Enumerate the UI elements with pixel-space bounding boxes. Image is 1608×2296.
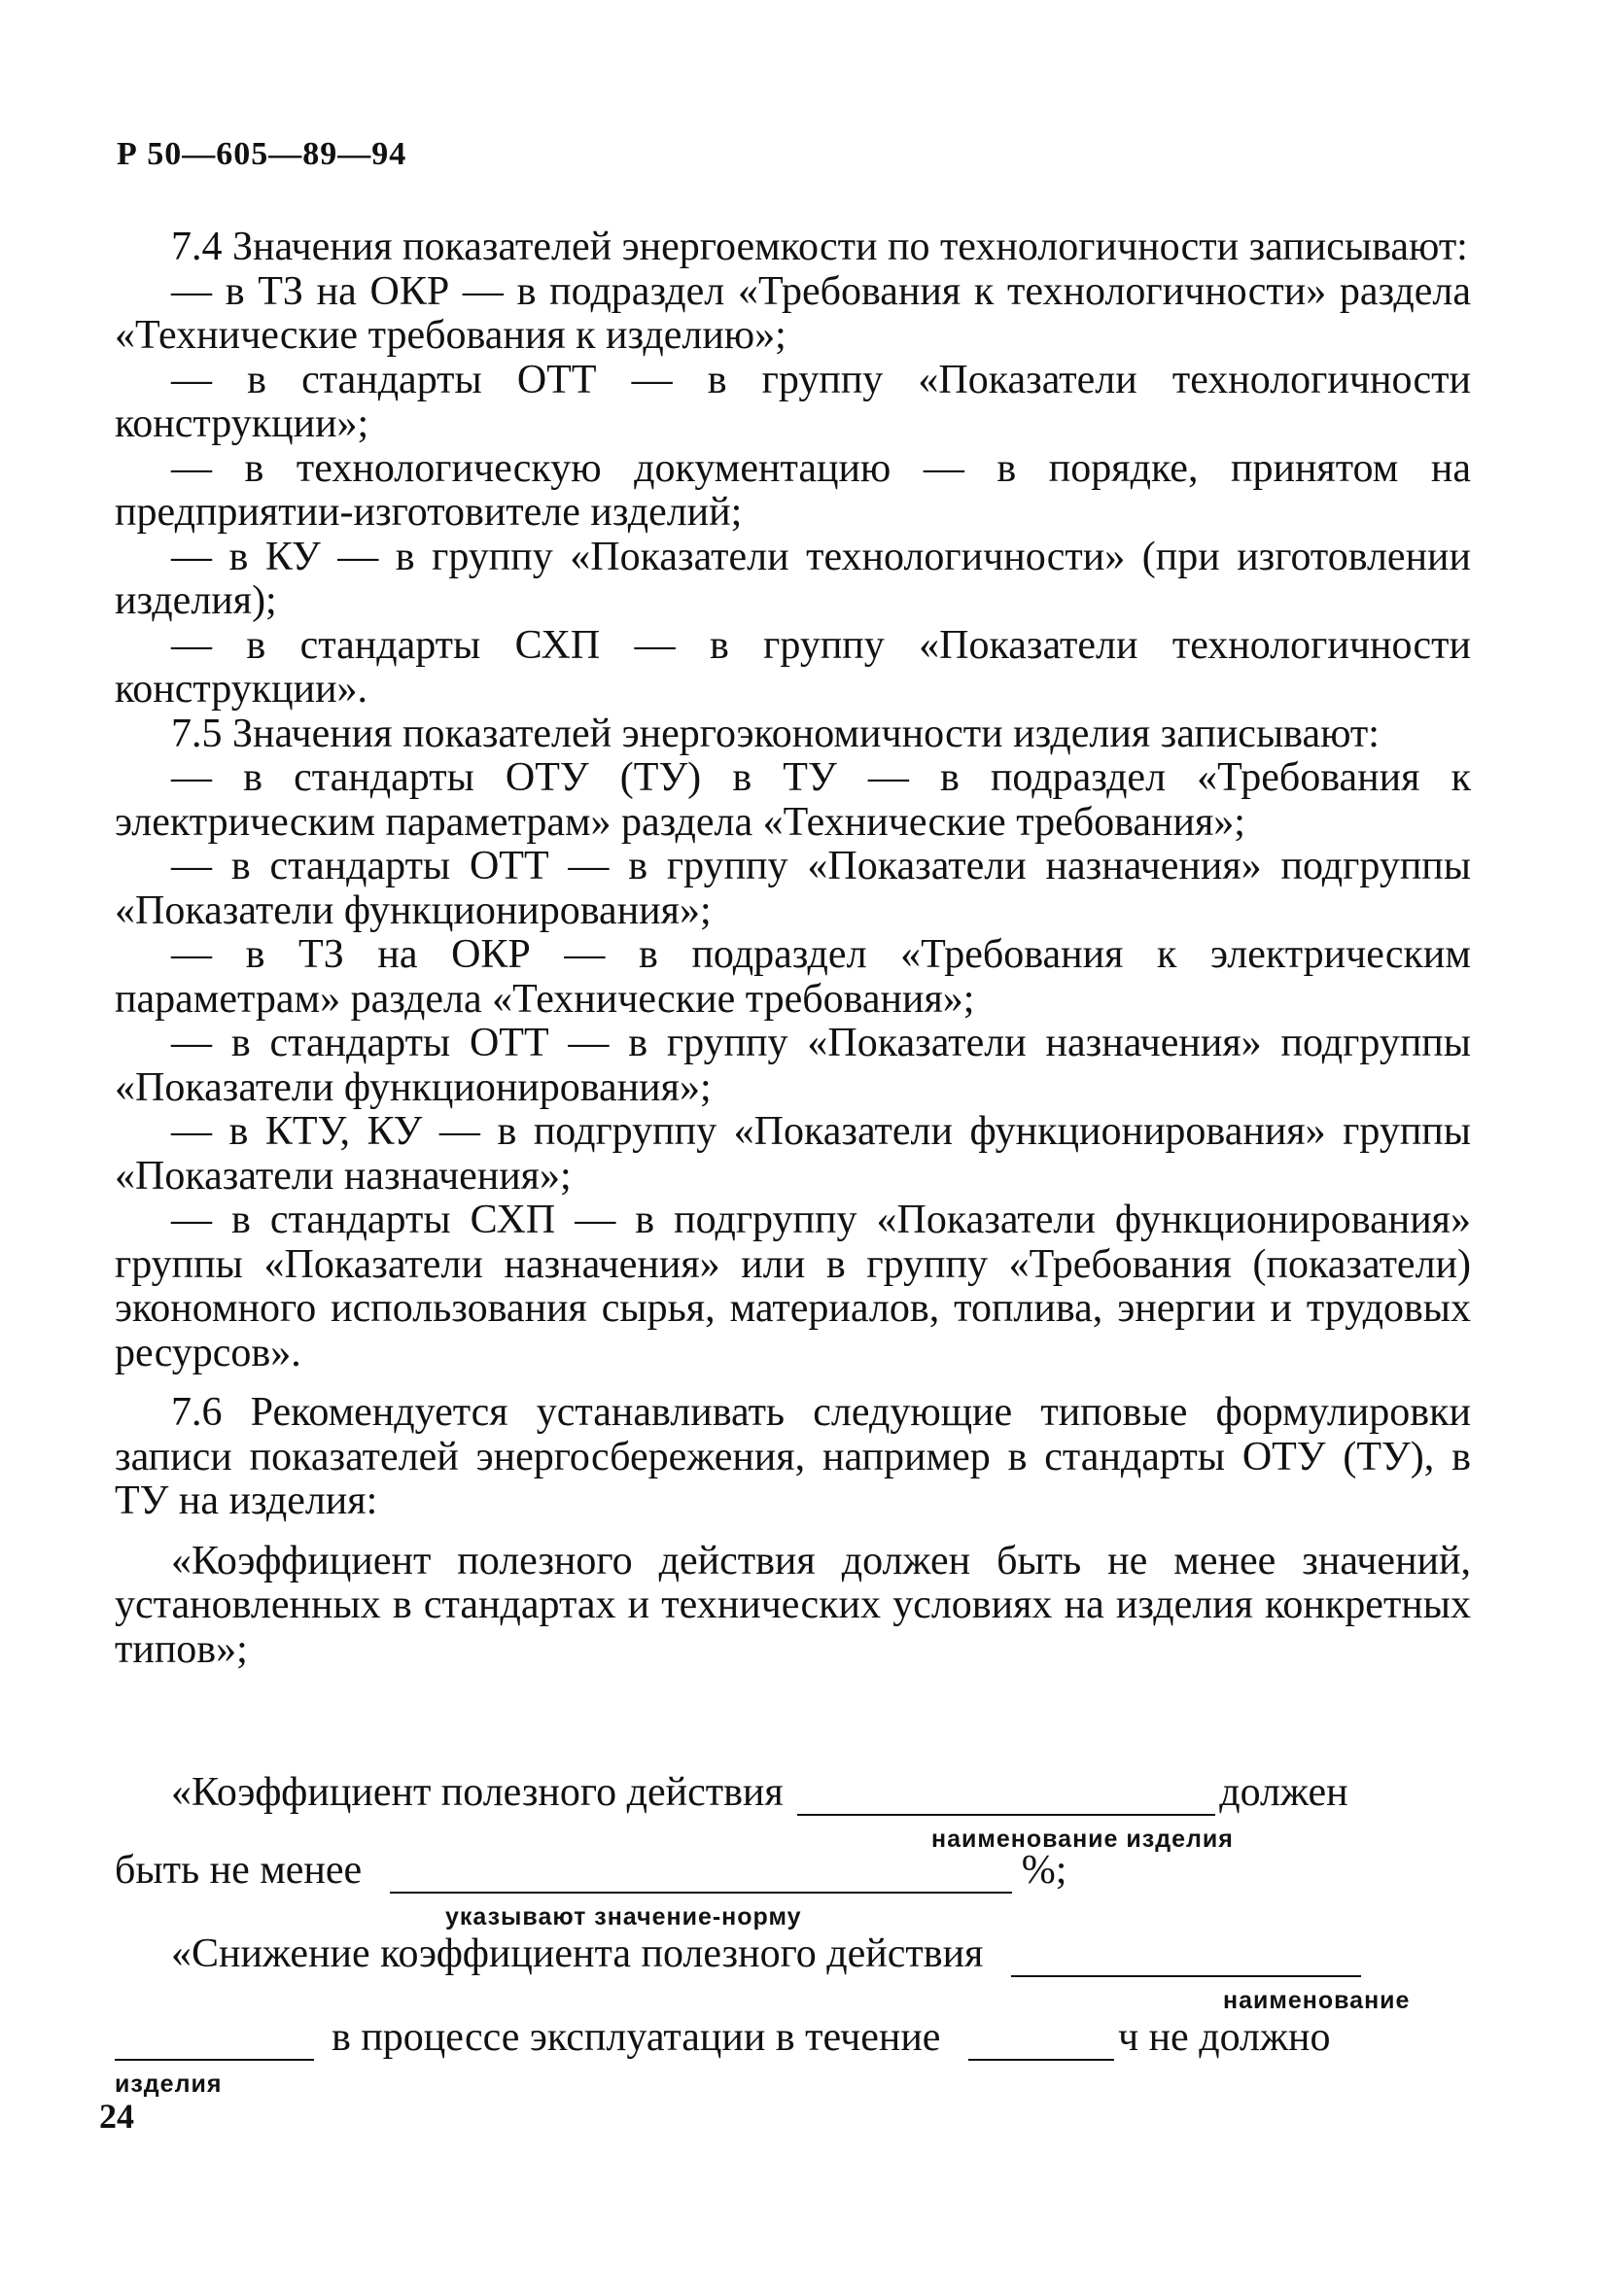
quoted-formulation: «Коэффициент полезного действия должен быть не менее значений, установленных в стандартах и технических условиях на изделия конкретных типов»; [115,1538,1471,1672]
form-text: «Снижение коэффициента полезного действия [171,1931,984,1976]
blank-line [390,1853,1012,1894]
form-line-3 [171,1931,1361,1977]
page-number: 24 [99,2097,134,2136]
form-line-1 [171,1769,1348,1816]
blank-line [968,2020,1114,2061]
form-line-4 [115,2014,1330,2061]
list-item: — в стандарты ОТУ (ТУ) в ТУ — в подраздел «Требования к электрическим параметрам» раздела «Технические требования»; [115,755,1471,845]
template-form [115,1769,1471,2098]
paragraph-7-5: 7.5 Значения показателей энергоэкономичности изделия записывают: [171,711,1380,756]
paragraph-7-6: 7.6 Рекомендуется устанавливать следующие типовые формулировки записи показателей энергосбережения, например в стандарты ОТУ (ТУ), в ТУ на изделия: [115,1390,1471,1523]
list-item: — в технологическую документацию — в порядке, принятом на предприятии-изготовителе изделий; [115,445,1471,535]
form-text: «Коэффициент полезного действия [171,1770,784,1815]
list-item: — в стандарты СХП — в подгруппу «Показатели функционирования» группы «Показатели назначения» или в группу «Требования (показатели) экономного использования сырья, материалов, топлива, энергии и трудовых ресурсов». [115,1198,1471,1375]
list-item: — в КУ — в группу «Показатели технологичности» (при изготовлении изделия); [115,534,1471,623]
list-item: — в ТЗ на ОКР — в подраздел «Требования к технологичности» раздела «Технические требования к изделию»; [115,268,1471,358]
list-item: — в стандарты ОТТ — в группу «Показатели назначения» подгруппы «Показатели функционирования»; [115,844,1471,933]
paragraph-7-4: 7.4 Значения показателей энергоемкости по технологичности записывают: [171,225,1468,269]
list-item: — в стандарты ОТТ — в группу «Показатели назначения» подгруппы «Показатели функционирования»; [115,1021,1471,1110]
form-text: %; [1021,1848,1067,1893]
caption-norm-value: указывают значение-норму [445,1903,802,1931]
list-item: — в стандарты ОТТ — в группу «Показатели технологичности конструкции»; [115,357,1471,446]
list-item: — в ТЗ на ОКР — в подраздел «Требования к электрическим параметрам» раздела «Технические требования»; [115,932,1471,1022]
blank-line [115,2020,314,2061]
form-line-2 [115,1847,1066,1894]
document-body [115,226,1471,1672]
form-text: в процессе эксплуатации в течение [332,2015,941,2060]
form-text: ч не должно [1117,2015,1331,2060]
blank-line [797,1775,1215,1816]
list-item: — в КТУ, КУ — в подгруппу «Показатели функционирования» группы «Показатели назначения»; [115,1109,1471,1199]
caption-product-name: наименование изделия [931,1826,1234,1853]
blank-line [1011,1936,1361,1977]
form-text: быть не менее [115,1848,363,1893]
caption-name: наименование [1223,1987,1411,2014]
form-text: должен [1219,1770,1348,1815]
list-item: — в стандарты СХП — в группу «Показатели технологичности конструкции». [115,622,1471,712]
caption-product: изделия [115,2070,223,2098]
document-header: Р 50—605—89—94 [117,136,407,172]
